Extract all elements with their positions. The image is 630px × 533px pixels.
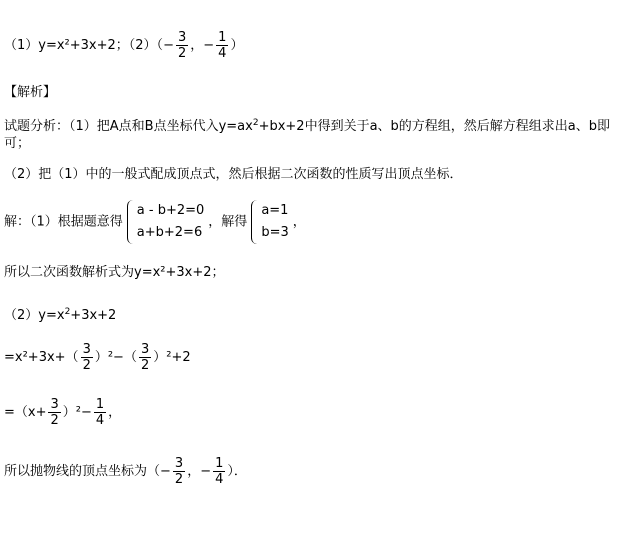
- equation-system: a - b+2=0 a+b+2=6: [127, 200, 205, 244]
- analysis-paragraph: 试题分析：（1）把A点和B点坐标代入$y=ax^2+bx+2$中得到关于a、b的方程组，然后解方程组求出a、b即可；: [4, 118, 611, 151]
- fraction: $\frac{1}{4}$: [215, 456, 224, 487]
- fraction: $\frac{3}{2}$: [174, 456, 184, 487]
- answer-line: （1）y=x²+3x+2；（2）（− $\frac{3}{2}$ ，− $\frac{1}{4}$ ）: [4, 30, 244, 61]
- step2-description: （2）把（1）中的一般式配成顶点式，然后根据二次函数的性质写出顶点坐标．: [4, 167, 463, 182]
- part2-line: $(2)y=x^2+3x+2$: [4, 307, 117, 323]
- analysis-heading: 【解析】: [4, 85, 57, 100]
- complete-square-line: =x²+3x+（ $\frac{3}{2}$ ）²−（ $\frac{3}{2}$ ）²+2: [4, 342, 191, 373]
- fraction: $\frac{3}{2}$: [140, 342, 150, 373]
- solution-system: a=1 b=3: [251, 200, 288, 244]
- final-conclusion: 所以抛物线的顶点坐标为（− $\frac{3}{2}$ ，− $\frac{1}{4}$ ）．: [4, 456, 247, 487]
- answer-part1: （1）y=x²+3x+2；（2）（: [4, 38, 164, 53]
- solution-line: 解：（1）根据题意得 a - b+2=0 a+b+2=6 ，解得 a=1 b=3 ，: [4, 200, 306, 244]
- fraction: $\frac{1}{4}$: [95, 397, 105, 428]
- fraction: $\frac{1}{4}$: [218, 30, 227, 61]
- fraction: $\frac{3}{2}$: [82, 342, 91, 373]
- conclusion-1: 所以二次函数解析式为y=x²+3x+2；: [4, 265, 225, 280]
- fraction: $\frac{3}{2}$: [50, 397, 59, 428]
- fraction: $\frac{3}{2}$: [177, 30, 187, 61]
- vertex-form-line: =（x+ $\frac{3}{2}$ ）²− $\frac{1}{4}$ ，: [4, 397, 122, 428]
